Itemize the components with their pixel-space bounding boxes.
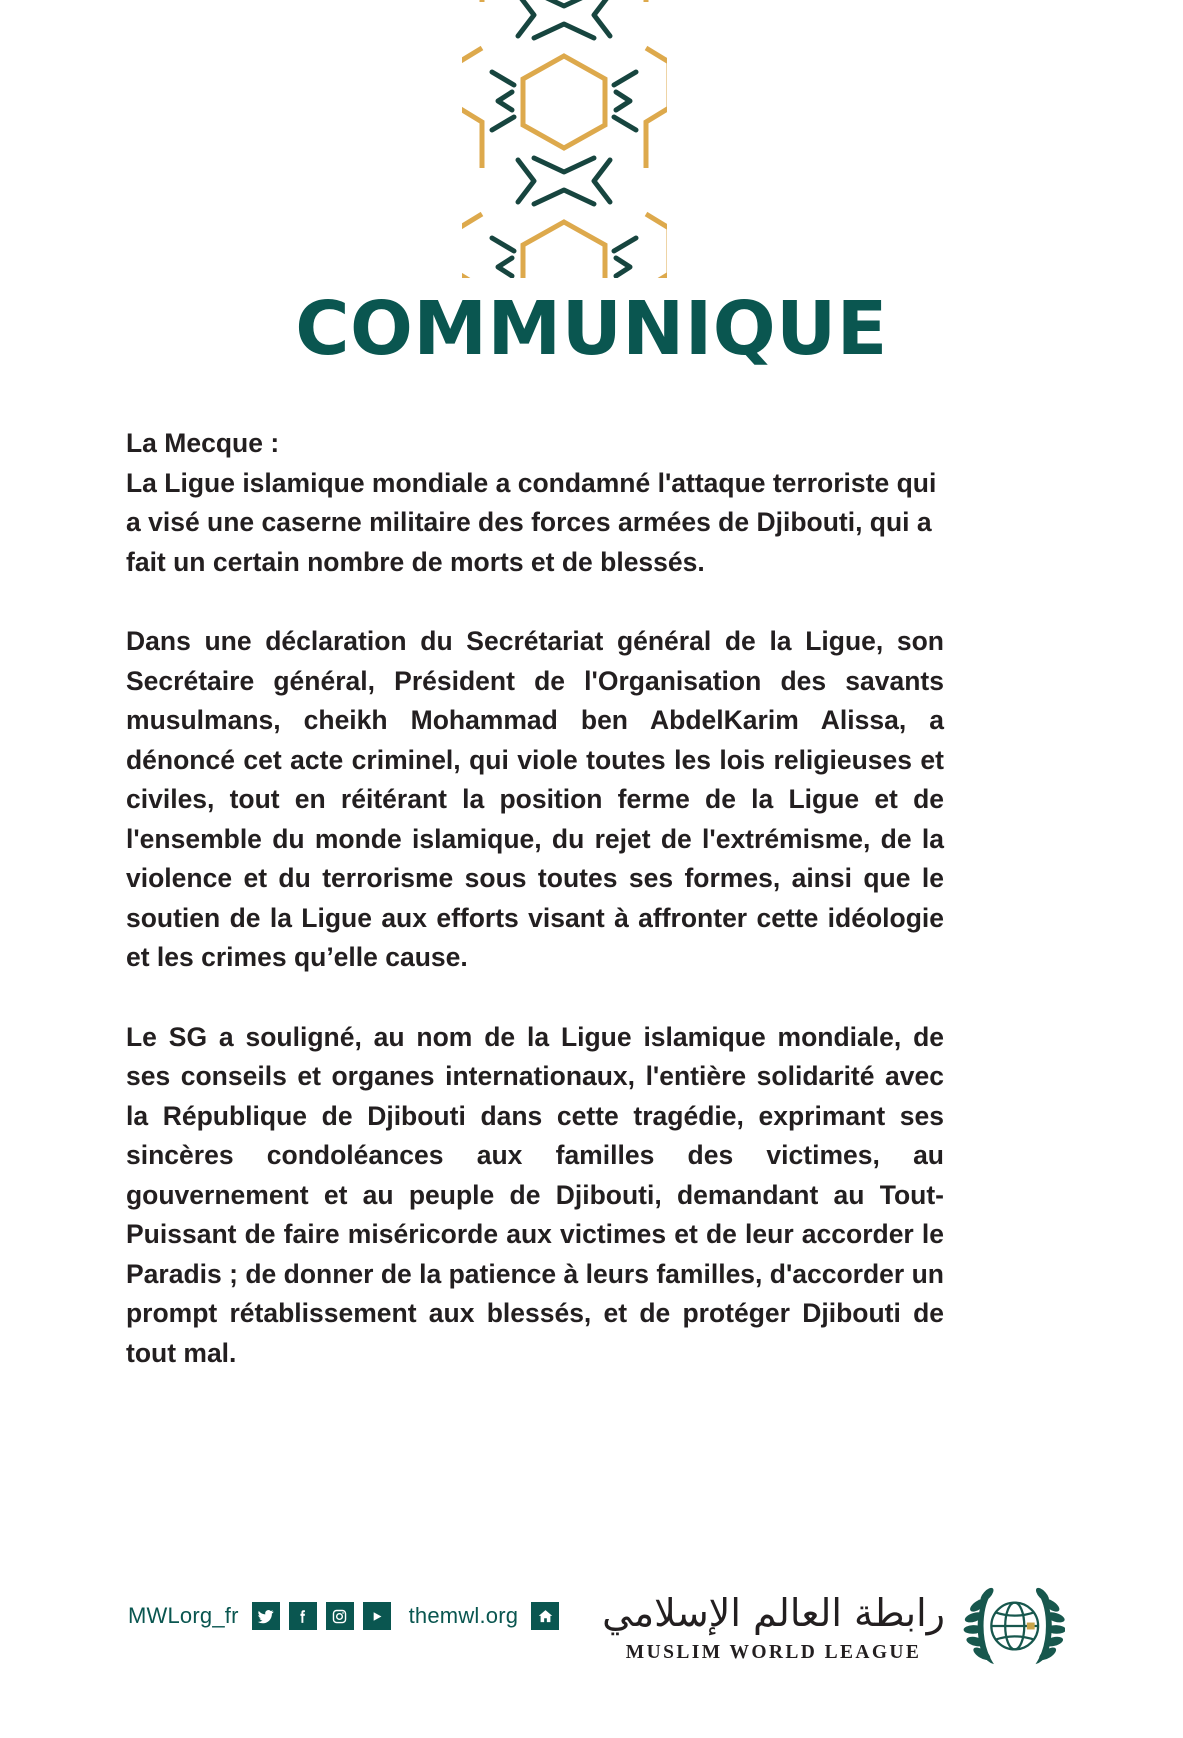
paragraph-text: La Ligue islamique mondiale a condamné l'attaque terroriste qui a visé une caserne militaire des forces armées de Djibouti, qui a fait un certain nombre de morts et de blessés. xyxy=(126,467,937,577)
instagram-icon[interactable] xyxy=(326,1602,354,1630)
dateline-label: La Mecque : xyxy=(126,428,280,458)
paragraph-text: Le SG a souligné, au nom de la Ligue islamique mondiale, de ses conseils et organes internationaux, l'entière solidarité avec la République de Djibouti dans cette tragédie, exprimant ses sincères condoléances aux familles des victimes, au gouvernement et au peuple de Djibouti, demandant au Tout-Puissant de faire miséricorde aux victimes et de leur accorder le Paradis ; de donner de la patience à leurs familles, d'accorder un prompt rétablissement aux blessés, et de protéger Djibouti de tout mal. xyxy=(126,1021,944,1368)
social-media-bar xyxy=(128,1602,559,1630)
geometric-pattern-svg xyxy=(462,0,667,278)
mwl-wordmark xyxy=(602,1588,945,1663)
youtube-icon[interactable] xyxy=(363,1602,391,1630)
twitter-icon[interactable] xyxy=(252,1602,280,1630)
header-ornament-band xyxy=(462,0,667,278)
mwl-logo xyxy=(602,1574,1065,1678)
social-handle: MWLorg_fr xyxy=(128,1603,239,1628)
document-body xyxy=(126,424,944,1373)
website-url: themwl.org xyxy=(408,1603,519,1628)
paragraph-3 xyxy=(126,1018,944,1374)
globe-laurel-wreath-emblem xyxy=(961,1574,1065,1678)
mwl-english-name: MUSLIM WORLD LEAGUE xyxy=(625,1641,922,1663)
mwl-arabic-name: رابطة العالم الإسلامي xyxy=(602,1591,945,1636)
home-icon[interactable] xyxy=(531,1602,559,1630)
paragraph-2 xyxy=(126,622,944,978)
paragraph-text: Dans une déclaration du Secrétariat général de la Ligue, son Secrétaire général, Président de l'Organisation des savants musulmans, cheikh Mohammad ben AbdelKarim Alissa, a dénoncé cet acte criminel, qui viole toutes les lois religieuses et civiles, tout en réitérant la position ferme de la Ligue et de l'ensemble du monde islamique, du rejet de l'extrémisme, de la violence et du terrorisme sous toutes ses formes, ainsi que le soutien de la Ligue aux efforts visant à affronter cette idéologie et les crimes qu’elle cause. xyxy=(126,626,944,972)
facebook-icon[interactable] xyxy=(289,1602,317,1630)
paragraph-1 xyxy=(126,424,944,582)
footer xyxy=(0,1580,1183,1720)
page-title: COMMUNIQUE xyxy=(295,286,888,372)
